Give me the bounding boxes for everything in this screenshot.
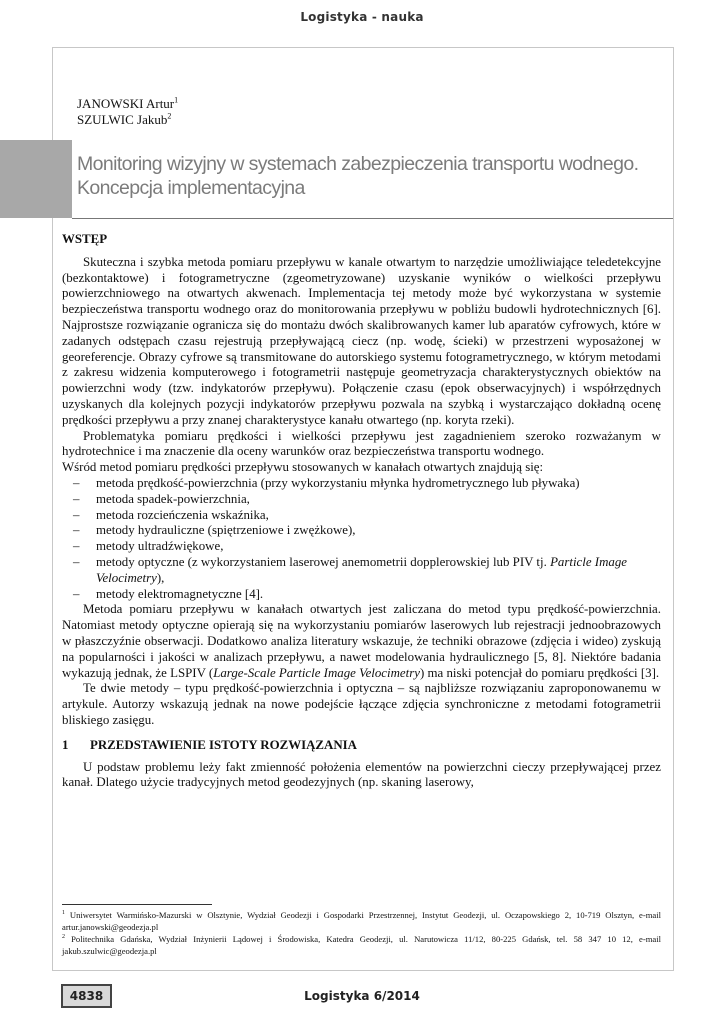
title-accent-block <box>0 140 72 218</box>
article-title: Monitoring wizyjny w systemach zabezpieczenia transportu wodnego. Koncepcja implementacyjna <box>77 153 639 199</box>
list-item: – metoda rozcieńczenia wskaźnika, <box>73 507 269 522</box>
footnote-2: $^2$ Politechnika Gdańska, Wydział Inżynierii Lądowej i Środowiska, Katedra Geodezji, ul. Narutowicza 11/12, 80-225 Gdańsk, tel. 58 347 10 12, e-mail jakub.szulwic@geodezja.pl <box>62 934 661 956</box>
paragraph: Problematyka pomiaru prędkości i wielkości przepływu jest zagadnieniem szeroko rozważanym w hydrotechnice i ma znaczenie dla oceny warunków oraz bezpieczeństwa transportu wodnego. <box>62 428 661 459</box>
running-header: Logistyka - nauka <box>300 10 424 24</box>
paragraph: Metoda pomiaru przepływu w kanałach otwartych jest zaliczana do metod typu prędkość-powierzchnia. Natomiast metody optyczne opierają się na wykorzystaniu pomiarów laserowych lub rejestracji jednoobrazowych w płaszczyźnie obserwacji. Dodatkowo analiza literatury wskazuje, że techniki obrazowe (zdjęcia i wideo) zyskują na popularności i jakości w analizach przepływu, a nawet modelowania hydraulicznego [5, 8]. Niektóre badania wykazują jednak, że LSPIV (Large-Scale Particle Image Velocimetry) ma niski potencjał do pomiaru prędkości [3]. <box>62 602 661 680</box>
paragraph: Skuteczna i szybka metoda pomiaru przepływu w kanale otwartym to narzędzie umożliwiające teledetekcyjne (bezkontaktowe) i fotogrametryczne (zgeometryzowane) uzyskanie wyników o wielkości przepływu powierzchniowego na otwartych akwenach. Implementacja tej metody może być wykorzystana w systemie bezpieczeństwa transportu wodnego oraz do monitorowania przepływu w pobliżu budowli hydrotechnicznych [6]. Najprostsze rozwiązanie ogranicza się do montażu dwóch skalibrowanych kamer lub aparatów cyfrowych, które w zadanych odstępach czasu rejestrują przepływającą ciecz (np. wodę, ścieki) w przestrzeni wyposażonej w georeferencje. Obrazy cyfrowe są transmitowane do autorskiego systemu fotogrametrycznego, w którym metodami z zakresu widzenia komputerowego i fotogrametrii następuje geometryzacja charakterystycznych obiektów na powierzchni wody (tzw. indykatorów przepływu). Połączenie czasu (epok obserwacyjnych) i współrzędnych uzyskanych dla kolejnych pozycji indykatorów przepływu pozwala na szybką i wystarczająco dokładną ocenę prędkości przepływu a przy znanej charakterystyce kanału otwartego (np. koryta rzeki). <box>62 254 661 427</box>
page-number: 4838 <box>61 984 112 1008</box>
list-item: – metody optyczne (z wykorzystaniem laserowej anemometrii dopplerowskiej lub PIV tj. Particle Image Velocimetry), <box>73 554 628 585</box>
author-list <box>77 96 178 128</box>
paragraph: U podstaw problemu leży fakt zmienność położenia elementów na powierzchni cieczy przepływającej przez kanał. Dlatego użycie tradycyjnych metod geodezyjnych (np. skaning laserowy, <box>62 759 661 790</box>
methods-list <box>62 476 661 602</box>
section-heading-wstep: WSTĘP <box>62 232 108 246</box>
footnote-1: $^1$ Uniwersytet Warmińsko-Mazurski w Olsztynie, Wydział Geodezji i Gospodarki Przestrzennej, Instytut Geodezji, ul. Oczapowskiego 2, 10-719 Olsztyn, e-mail artur.janowski@geodezja.pl <box>62 910 661 932</box>
list-item: – metody hydrauliczne (spiętrzeniowe i zwężkowe), <box>73 523 356 538</box>
footnotes <box>62 909 661 957</box>
section-heading-1: 1 PRZEDSTAWIENIE ISTOTY ROZWIĄZANIA <box>62 737 357 752</box>
author-2: SZULWIC Jakub$^2$ <box>77 111 172 127</box>
paragraph: Wśród metod pomiaru prędkości przepływu stosowanych w kanałach otwartych znajdują się: <box>62 460 544 475</box>
author-1: JANOWSKI Artur$^1$ <box>77 95 179 111</box>
paragraph: Te dwie metody – typu prędkość-powierzchnia i optyczna – są najbliższe rozwiązaniu zaproponowanemu w artykule. Autorzy wskazują jednak na nowe podejście łączące zdjęcia synchroniczne z metodami fotogrametrii bliskiego zasięgu. <box>62 681 661 727</box>
list-item: – metody elektromagnetyczne [4]. <box>73 586 264 601</box>
footnote-divider <box>62 904 212 905</box>
list-item: – metody ultradźwiękowe, <box>73 539 224 554</box>
title-divider <box>72 218 673 219</box>
list-item: – metoda spadek-powierzchnia, <box>73 491 250 506</box>
list-item: – metoda prędkość-powierzchnia (przy wykorzystaniu młynka hydrometrycznego lub pływaka) <box>73 475 580 490</box>
article-body <box>62 232 661 791</box>
journal-issue: Logistyka 6/2014 <box>304 989 420 1003</box>
